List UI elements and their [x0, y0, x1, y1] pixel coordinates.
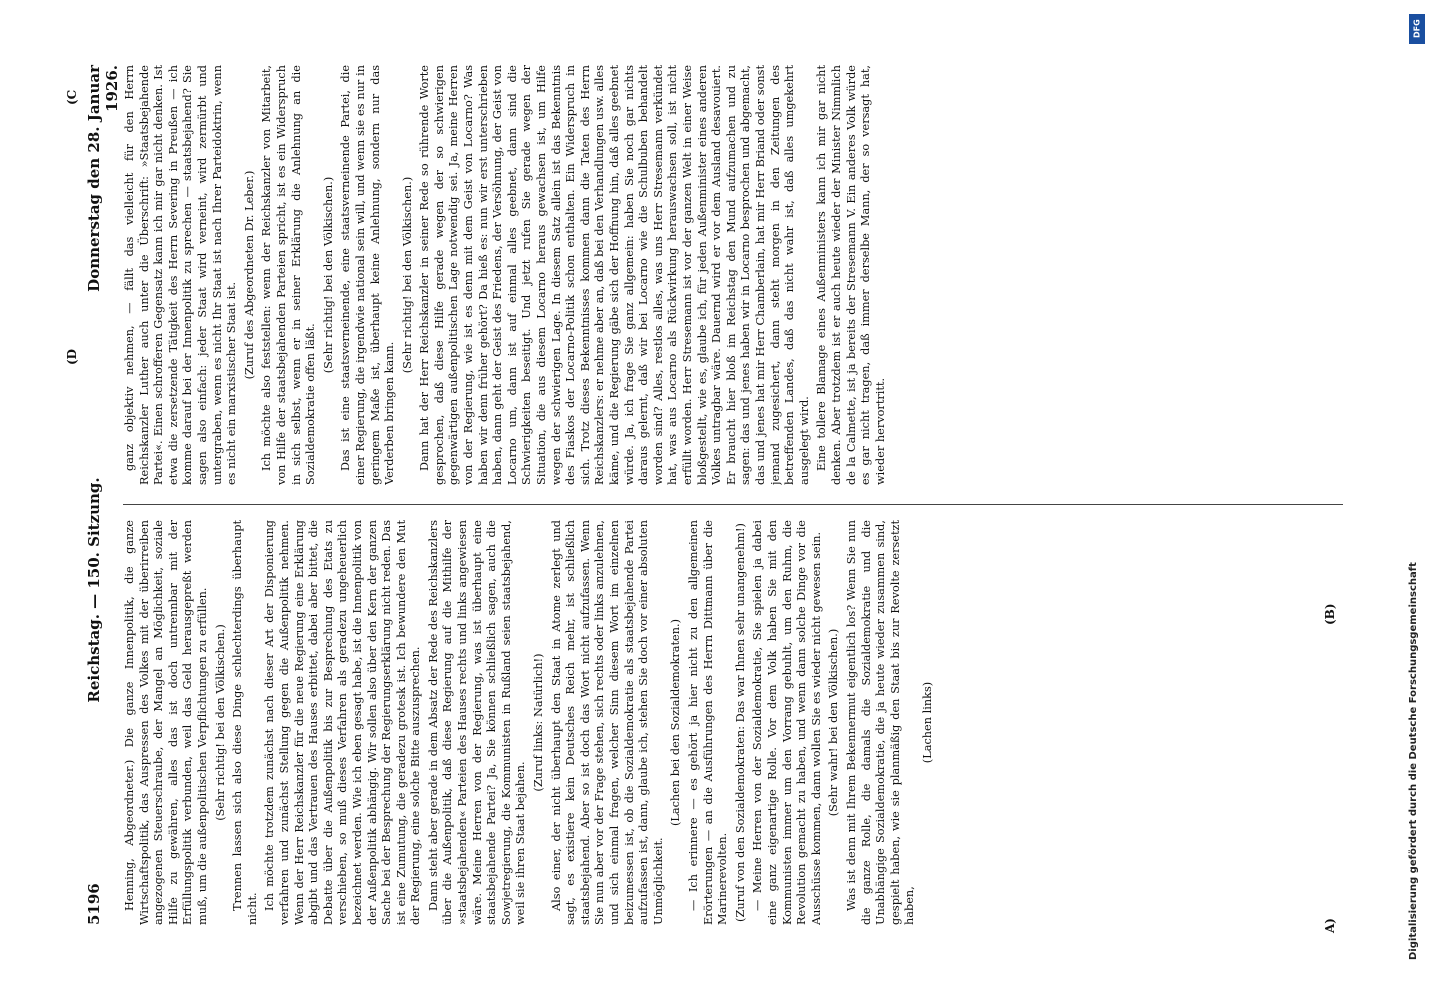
interjection: (Lachen bei den Sozialdemokraten.) [669, 618, 683, 827]
interjection: (Sehr richtig! bei den Völkischen.) [400, 176, 414, 374]
interjection: (Sehr richtig! bei den Völkischen.) [213, 624, 227, 821]
paragraph: Was ist denn mit Ihrem Bekennermut eigentlich los? Wenn Sie nun die ganze Rolle, die damals die Sozialdemokratie und die Unabhängige Sozialdemokratie, die ja heute wieder zusammen sind, gespielt haben, wie sie planmäßig den Staat bis zur Revolte zersetzt haben, [844, 520, 917, 925]
rotated-page-content [65, 65, 1355, 933]
interjection: (Zuruf links: Natürlich!) [532, 653, 546, 792]
column-divider [123, 504, 1343, 505]
left-column [123, 520, 1353, 925]
credit-text: Digitalisierung gefördert durch die Deutsche Forschungsgemeinschaft [1408, 562, 1419, 960]
paragraph: Ich möchte also feststellen: wenn der Reichskanzler von Mitarbeit, von Hilfe der staatsbejahenden Parteien spricht, ist es ein Widerspruch in sich selbst, wenn er in seiner Erklärung die Anlehnung an die Sozialdemokratie offen läßt. [260, 65, 318, 485]
paragraph: Ich möchte trotzdem zunächst nach dieser Art der Disponierung verfahren und zunächst Stellung gegen die Außenpolitik nehmen. Wenn der Herr Reichskanzler für die neue Regierung eine Erklärung abgibt und das Vertrauen des Hauses erbittet, dabei aber bittet, die Debatte über die Außenpolitik bis zur Besprechung des Etats zu verschieben, so muß dieses Verfahren als geradezu ungeheuerlich bezeichnet werden. Wie ich eben gesagt habe, ist die Innenpolitik von der Außenpolitik abhängig. Wir sollen also über den Kern der ganzen Sache bei der Besprechung der Regierungserklärung nicht reden. Das ist eine Zumutung, die geradezu grotesk ist. Ich bewundere den Mut der Regierung, eine solche Bitte auszusprechen. [263, 520, 423, 925]
paragraph: Das ist eine staatsverneinende, eine staatsverneinende Partei, die einer Regierung, die irgendwie national sein will, und wenn sie es nur in geringem Maße ist, überhaupt keine Anlehnung, sondern nur das Verderben bringen kann. [339, 65, 397, 485]
paragraph: Eine tollere Blamage eines Außenministers kann ich mir gar nicht denken. Aber trotzdem ist er auch heute wieder der Minister Nimmlich de la Calmette, ist ja bereits der Stresemann V. Ein anderes Volk würde es gar nicht tragen, daß immer derselbe Mann, der so versagt hat, wieder hervortritt. [815, 65, 887, 485]
paragraph: Also einer, der nicht überhaupt den Staat in Atome zerlegt und sagt, es existiere kein Deutsches Reich mehr, ist schließlich staatsbejahend. Aber so ist doch das Wort nicht aufzufassen. Wenn Sie nun aber vor der Frage stehen, sich rechts oder links anzulehnen, und sich einmal fragen, welcher Sinn diesem Wort im einzelnen beizumessen ist, ob die Sozialdemokratie als staatsbejahende Partei aufzufassen ist, dann, glaube ich, stehen Sie doch vor einer absoluten Unmöglichkeit. [549, 520, 665, 925]
margin-mark-c: (C [65, 89, 79, 105]
dfg-logo: DFG [1409, 14, 1425, 44]
right-column [123, 65, 1353, 485]
digitization-credit [1408, 20, 1428, 980]
paragraph: — Meine Herren von der Sozialdemokratie, Sie spielen ja dabei eine ganz eigenartige Rolle. Vor dem Volk haben Sie mit den Kommunisten immer um den Vorrang gebuhlt, um den Ruhm, die Revolution gemacht zu haben, und wenn dann solche Dinge vor die Ausschüsse kommen, dann wollen Sie es wieder nicht gewesen sein. [751, 520, 823, 925]
paragraph: ganz objektiv nehmen, — fällt das vielleicht für den Herrn Reichskanzler Luther auch unter die Überschrift: »Staatsbejahende Partei«. Einen schrofferen Gegensatz kann ich mir gar nicht denken. Ist etwa die zersetzende Tätigkeit des Herrn Severing in Preußen — ich komme darauf bei der Innenpolitik zu sprechen — staatsbejahend? Sie sagen also einfach: jeder Staat wird verneint, wird zermürbt und untergraben, wenn es nicht Ihr Staat ist nach Ihrer Parteidoktrin, wenn es nicht ein marxistischer Staat ist. [123, 65, 239, 485]
paragraph: Henning, Abgeordneter.) Die ganze Innenpolitik, die ganze Wirtschaftspolitik, das Auspressen des Volkes mit der überirreiben angezogenen Steuerschraube, der Mangel an Möglichkeit, soziale Hilfe zu gewähren, alles das ist doch untrennbar mit der Erfüllungspolitik verbunden, weil das Geld herausgepreßt werden muß, um die außenpolitischen Verpflichtungen zu erfüllen. [123, 520, 209, 925]
paragraph: Dann hat der Herr Reichskanzler in seiner Rede so rührende Worte gesprochen, daß diese Hilfe gerade wegen der so schwierigen gegenwärtigen außenpolitischen Lage notwendig sei. Ja, meine Herren von der Regierung, wie ist es denn mit dem Geist von Locarno? Was haben wir denn früher gehört? Da hieß es: nun wir erst unterschrieben haben, dann geht der Geist des Friedens, der Versöhnung, der Geist von Locarno um, dann ist auf einmal alles geebnet, dann sind die Schwierigkeiten beseitigt. Und jetzt rufen Sie gerade wegen der Situation, die aus diesem Locarno heraus gewachsen ist, um Hilfe wegen der schwierigen Lage. In diesem Satz allein ist das Bekenntnis des Fiaskos der Locarno-Politik schon enthalten. Ein Widerspruch in sich. Trotz dieses Bekenntnisses kommen dann die Taten des Herrn Reichskanzlers: er nehme aber an, daß bei den Verhandlungen usw. alles käme, und die Regierung gäbe sich der Hoffnung hin, daß alles geebnet würde. Ja, ich frage Sie ganz allgemein: haben Sie noch gar nichts daraus gelernt, daß wir bei Locarno wie die Schulbuben behandelt worden sind? Alles, restlos alles, was uns Herr Stresemann verkündet hat, was aus Locarno als Rückwirkung herauswachsen soll, ist nicht erfüllt worden. Herr Stresemann ist vor der ganzen Welt in einer Weise bloßgestellt, wie es, glaube ich, für jeden Außenminister eines anderen Volkes untragbar wäre. Dauernd wird er vor dem Ausland desavouiert. Er braucht hier bloß im Reichstag den Mund aufzumachen und zu sagen: das und jenes haben wir in Locarno besprochen und abgemacht, das und jenes hat mir Herr Chamberlain, hat mir Herr Briand oder sonst jemand zugesichert, dann steht morgen in den Zeitungen des betreffenden Landes, daß das nicht wahr ist, daß alles umgekehrt ausgelegt wird. [418, 65, 811, 485]
margin-mark-a: A) [1323, 918, 1337, 933]
margin-mark-b: (B) [1323, 603, 1337, 625]
interjection: (Zuruf des Abgeordneten Dr. Leber.) [242, 170, 256, 380]
margin-mark-d: (D [65, 348, 79, 365]
paragraph: Dann steht aber gerade in dem Absatz der Rede des Reichskanzlers über die Außenpolitik, daß diese Regierung auf die Mithilfe der »staatsbejahenden« Parteien des Hauses rechts und links angewiesen wäre. Meine Herren von der Regierung, was ist überhaupt eine staatsbejahende Partei? Ja, Sie können schließlich sagen, auch die Sowjetregierung, die Kommunisten in Rußland seien staatsbejahend, weil sie ihren Staat bejahen. [426, 520, 528, 925]
interjection: (Lachen links) [920, 681, 934, 764]
interjection: (Sehr wahr! bei den Völkischen.) [827, 628, 841, 817]
interjection: (Zuruf von den Sozialdemokraten: Das war Ihnen sehr unangenehm!) [733, 523, 747, 922]
page-number: 5196 [85, 883, 103, 925]
session-date: Donnerstag den 28. Januar 1926. [85, 65, 121, 292]
page-header [85, 65, 121, 925]
interjection: (Sehr richtig! bei den Völkischen.) [321, 176, 335, 374]
paragraph: — Ich erinnere — es gehört ja hier nicht zu den allgemeinen Erörterungen — an die Ausführungen des Herrn Dittmann über die Marinerevolten. [686, 520, 730, 925]
session-title: Reichstag. — 150. Sitzung. [85, 477, 103, 703]
paragraph: Trennen lassen sich also diese Dinge schlechterdings überhaupt nicht. [231, 520, 259, 925]
